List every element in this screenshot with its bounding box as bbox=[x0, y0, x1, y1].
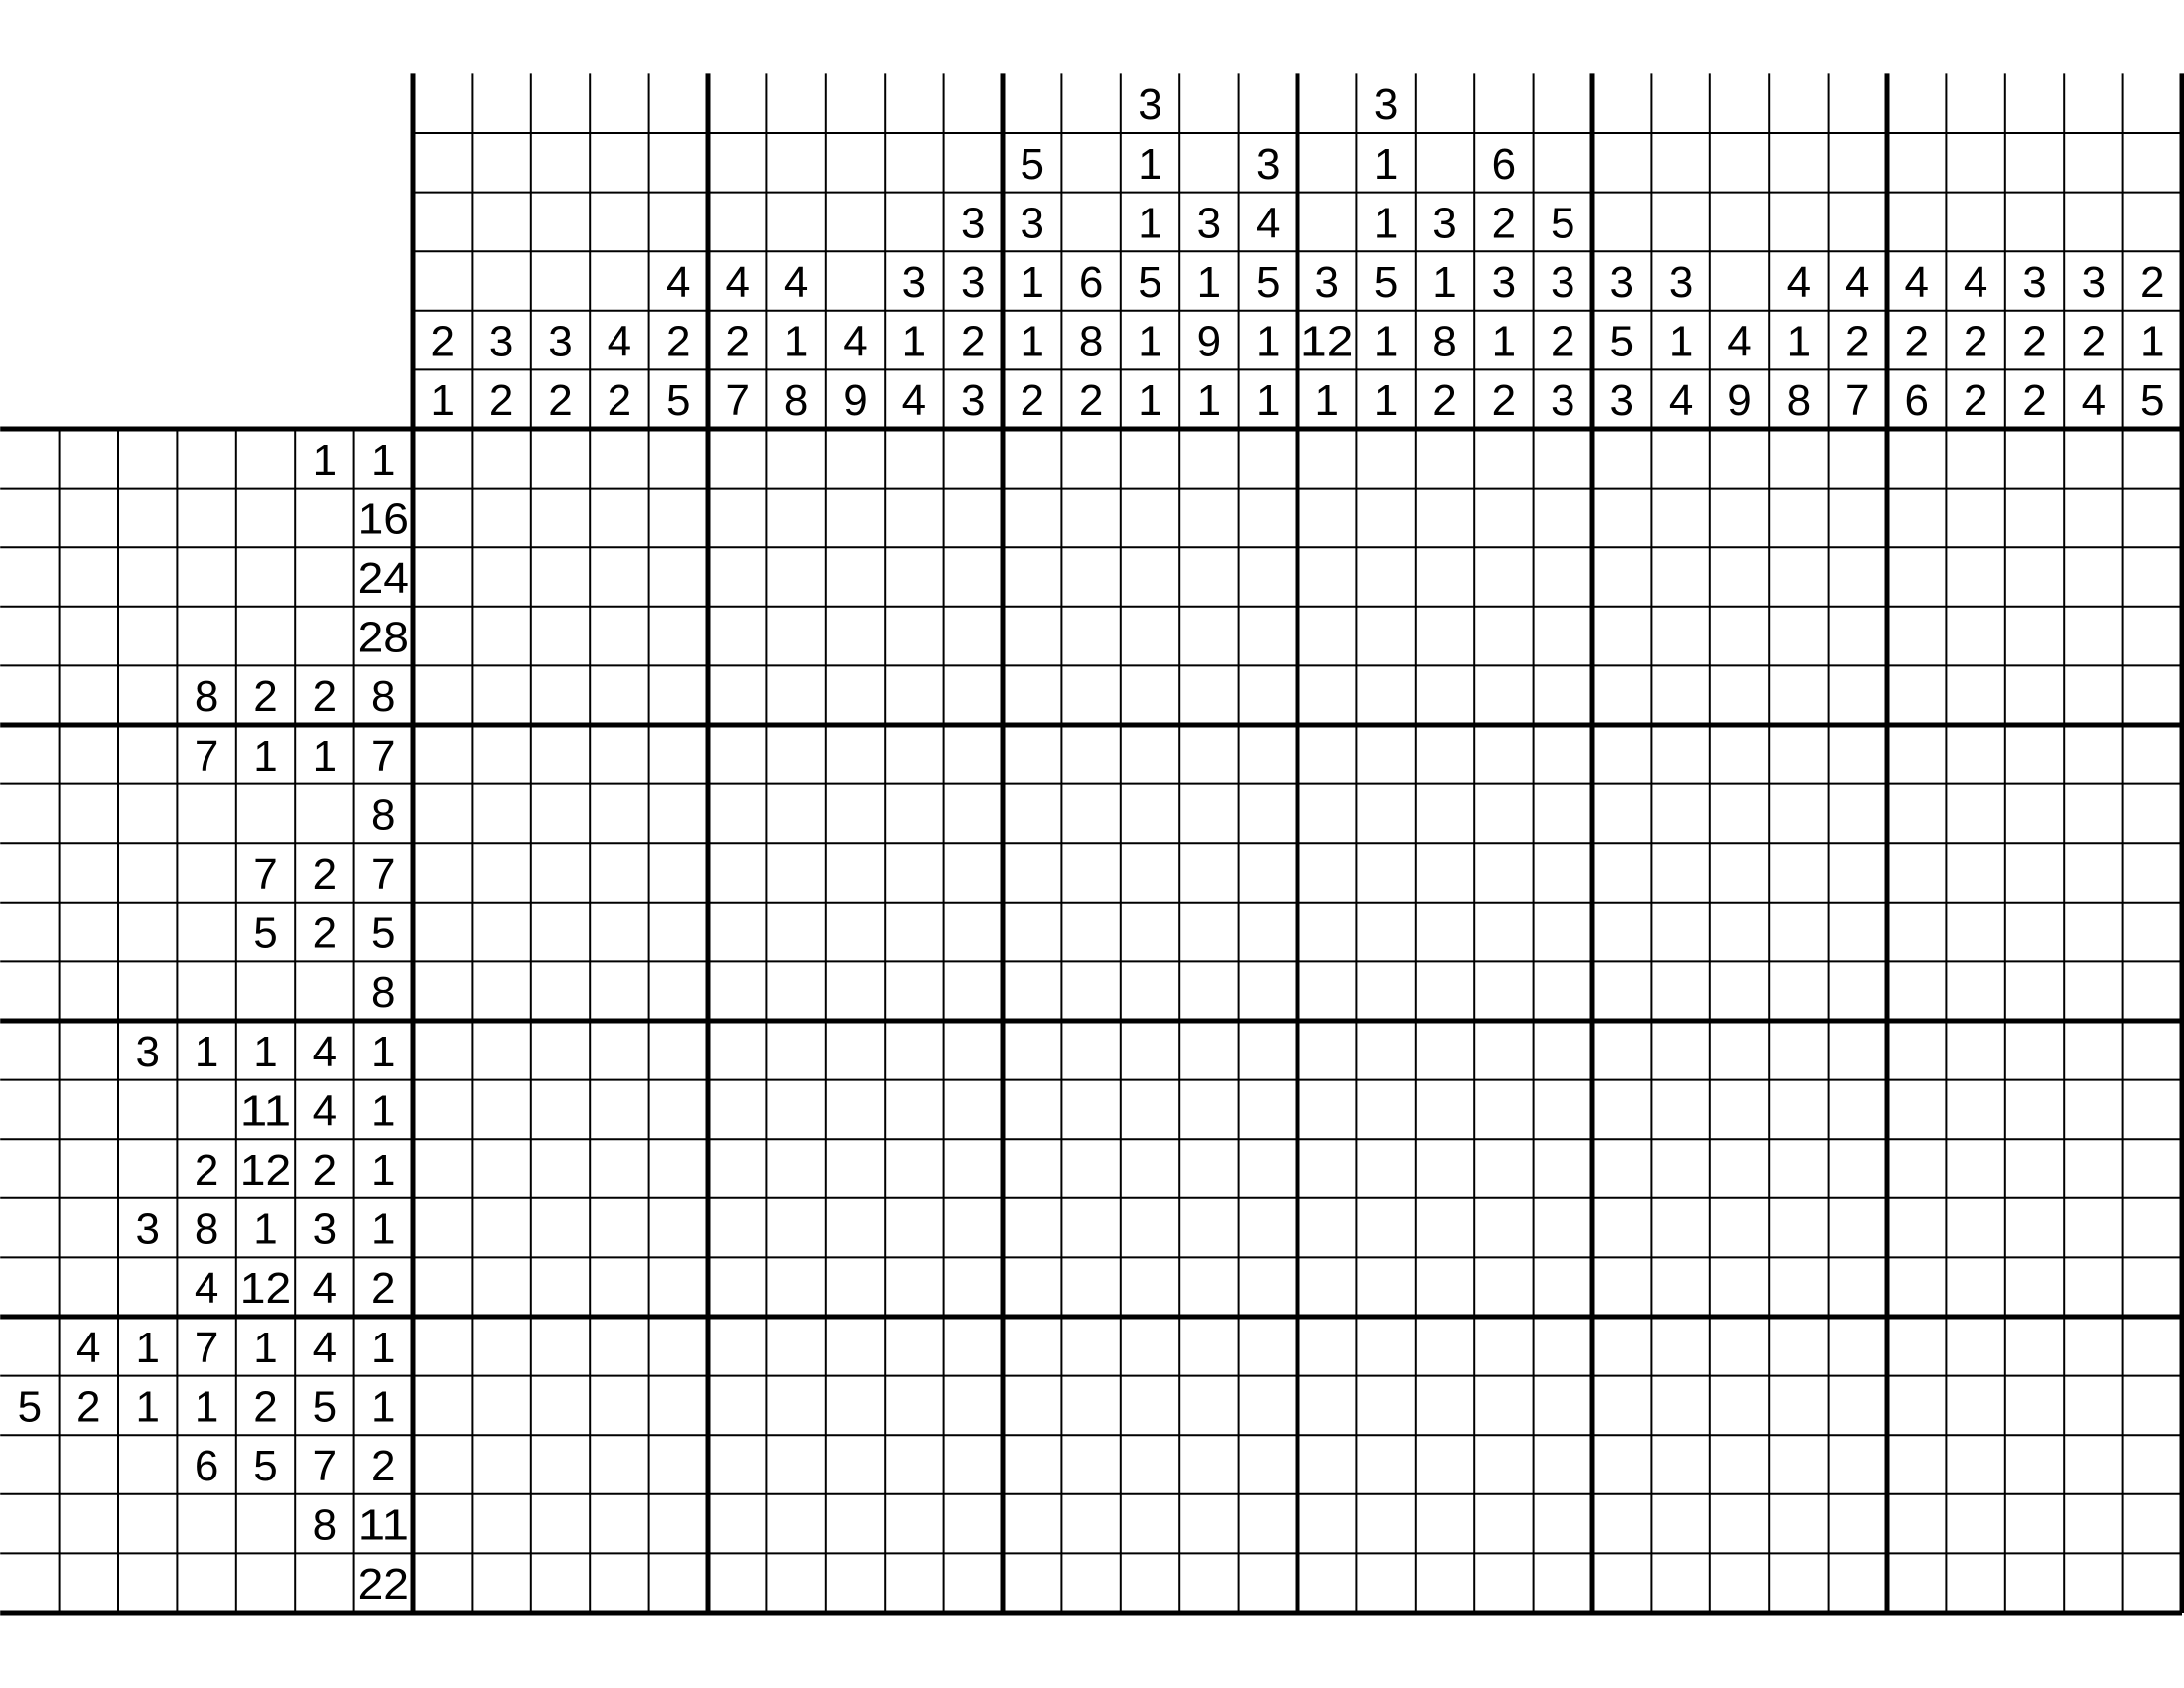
row-clue-number: 2 bbox=[194, 1146, 219, 1195]
row-clue-number: 11 bbox=[239, 1086, 292, 1136]
column-clue-number: 4 bbox=[843, 317, 868, 366]
column-clue-number: 8 bbox=[1078, 317, 1104, 366]
row-clue-number: 4 bbox=[312, 1264, 338, 1314]
column-clue-number: 2 bbox=[1020, 376, 1044, 426]
column-clue-number: 4 bbox=[1668, 376, 1694, 426]
column-clue-number: 9 bbox=[843, 376, 868, 426]
column-clue-number: 3 bbox=[1551, 376, 1575, 426]
row-clue-number: 2 bbox=[253, 1382, 278, 1432]
row-clue-number: 8 bbox=[371, 790, 396, 840]
column-clue-number: 5 bbox=[1020, 139, 1044, 189]
column-clue-number: 3 bbox=[1196, 199, 1222, 248]
row-clue-number: 1 bbox=[371, 1204, 396, 1254]
row-clue-number: 12 bbox=[239, 1146, 292, 1195]
row-clue-number: 1 bbox=[194, 1382, 219, 1432]
row-clue-number: 1 bbox=[371, 1086, 396, 1136]
column-clue-number: 5 bbox=[1256, 258, 1281, 307]
row-clue-number: 8 bbox=[371, 968, 396, 1018]
column-clue-number: 1 bbox=[1786, 317, 1812, 366]
row-clue-number: 3 bbox=[135, 1204, 160, 1254]
row-clue-number: 1 bbox=[135, 1382, 160, 1432]
column-clue-number: 3 bbox=[1491, 258, 1517, 307]
column-clue-number: 3 bbox=[961, 199, 986, 248]
column-clue-number: 3 bbox=[2081, 258, 2107, 307]
column-clue-number: 6 bbox=[1078, 258, 1104, 307]
row-clue-number: 11 bbox=[357, 1500, 409, 1550]
column-clue-number: 2 bbox=[1491, 199, 1517, 248]
column-clue-number: 1 bbox=[1138, 317, 1162, 366]
column-clue-number: 5 bbox=[1373, 258, 1399, 307]
row-clue-number: 4 bbox=[312, 1086, 338, 1136]
column-clue-number: 2 bbox=[1433, 376, 1457, 426]
column-clue-number: 6 bbox=[1904, 376, 1929, 426]
row-clue-number: 12 bbox=[239, 1264, 292, 1314]
row-clue-number: 1 bbox=[253, 1027, 278, 1076]
column-clue-number: 8 bbox=[1786, 376, 1812, 426]
row-clue-number: 1 bbox=[135, 1323, 160, 1372]
column-clue-number: 2 bbox=[2022, 376, 2047, 426]
column-clue-number: 1 bbox=[1196, 258, 1222, 307]
column-clue-number: 4 bbox=[1845, 258, 1870, 307]
row-clue-number: 1 bbox=[371, 1323, 396, 1372]
row-clue-number: 7 bbox=[371, 731, 396, 780]
row-clue-number: 4 bbox=[312, 1027, 338, 1076]
column-clue-number: 1 bbox=[1020, 258, 1044, 307]
column-clue-number: 3 bbox=[961, 258, 986, 307]
column-clue-number: 1 bbox=[1020, 317, 1044, 366]
column-clue-number: 1 bbox=[1373, 317, 1399, 366]
column-clue-number: 4 bbox=[901, 376, 927, 426]
row-clue-number: 6 bbox=[194, 1442, 219, 1490]
column-clue-number: 2 bbox=[2022, 317, 2047, 366]
column-clue-number: 4 bbox=[666, 258, 691, 307]
row-clue-number: 7 bbox=[194, 731, 219, 780]
column-clue-number: 3 bbox=[548, 317, 573, 366]
row-clue-number: 3 bbox=[135, 1027, 160, 1076]
row-clue-number: 1 bbox=[371, 1382, 396, 1432]
column-clue-number: 2 bbox=[1551, 317, 1575, 366]
column-clue-number: 2 bbox=[2081, 317, 2107, 366]
column-clue-number: 1 bbox=[1138, 139, 1162, 189]
row-clue-number: 4 bbox=[312, 1323, 338, 1372]
row-clue-number: 7 bbox=[194, 1323, 219, 1372]
column-clue-number: 5 bbox=[666, 376, 691, 426]
column-clue-number: 1 bbox=[1138, 376, 1162, 426]
column-clue-number: 7 bbox=[725, 376, 750, 426]
row-clue-number: 5 bbox=[371, 909, 396, 958]
column-clue-number: 3 bbox=[1020, 199, 1044, 248]
column-clue-number: 4 bbox=[783, 258, 809, 307]
column-clue-number: 5 bbox=[1609, 317, 1634, 366]
column-clue-number: 3 bbox=[1609, 258, 1634, 307]
row-clue-number: 2 bbox=[312, 909, 338, 958]
column-clue-number: 4 bbox=[2081, 376, 2107, 426]
column-clue-number: 4 bbox=[1727, 317, 1752, 366]
row-clue-number: 2 bbox=[312, 672, 338, 722]
column-clue-number: 2 bbox=[2140, 258, 2165, 307]
row-clue-number: 24 bbox=[357, 554, 409, 603]
column-clue-number: 3 bbox=[961, 376, 986, 426]
column-clue-number: 3 bbox=[1609, 376, 1634, 426]
row-clue-number: 7 bbox=[312, 1442, 338, 1490]
column-clue-number: 4 bbox=[725, 258, 750, 307]
column-clue-number: 2 bbox=[548, 376, 573, 426]
column-clue-number: 12 bbox=[1300, 317, 1354, 366]
column-clue-number: 3 bbox=[1138, 80, 1162, 130]
column-clue-number: 6 bbox=[1491, 139, 1517, 189]
column-clue-number: 1 bbox=[1373, 199, 1399, 248]
column-clue-number: 1 bbox=[2140, 317, 2165, 366]
column-clue-number: 2 bbox=[1904, 317, 1929, 366]
column-clue-number: 9 bbox=[1727, 376, 1752, 426]
column-clue-number: 2 bbox=[961, 317, 986, 366]
column-clue-number: 3 bbox=[1314, 258, 1339, 307]
column-clue-number: 3 bbox=[901, 258, 927, 307]
column-clue-number: 5 bbox=[1138, 258, 1162, 307]
column-clue-number: 3 bbox=[1433, 199, 1457, 248]
column-clue-number: 2 bbox=[1491, 376, 1517, 426]
row-clue-number: 1 bbox=[371, 1027, 396, 1076]
row-clue-number: 1 bbox=[253, 1323, 278, 1372]
column-clue-number: 2 bbox=[430, 317, 455, 366]
column-clue-number: 1 bbox=[1433, 258, 1457, 307]
column-clue-number: 4 bbox=[1786, 258, 1812, 307]
row-clue-number: 8 bbox=[194, 1204, 219, 1254]
column-clue-number: 3 bbox=[1668, 258, 1694, 307]
column-clue-number: 5 bbox=[2140, 376, 2165, 426]
row-clue-number: 5 bbox=[253, 1442, 278, 1490]
row-clue-number: 2 bbox=[312, 1146, 338, 1195]
row-clue-number: 4 bbox=[76, 1323, 101, 1372]
column-clue-number: 1 bbox=[1373, 139, 1399, 189]
column-clue-number: 2 bbox=[1078, 376, 1104, 426]
row-clue-number: 1 bbox=[312, 435, 338, 485]
column-clue-number: 4 bbox=[1963, 258, 1988, 307]
row-clue-number: 1 bbox=[371, 435, 396, 485]
row-clue-number: 5 bbox=[312, 1382, 338, 1432]
column-clue-number: 4 bbox=[1256, 199, 1281, 248]
column-clue-number: 3 bbox=[488, 317, 514, 366]
column-clue-number: 1 bbox=[1256, 317, 1281, 366]
row-clue-number: 22 bbox=[357, 1560, 409, 1610]
row-clue-number: 1 bbox=[312, 731, 338, 780]
column-clue-number: 3 bbox=[1373, 80, 1399, 130]
column-clue-number: 9 bbox=[1196, 317, 1222, 366]
column-clue-number: 3 bbox=[2022, 258, 2047, 307]
row-clue-number: 7 bbox=[371, 850, 396, 899]
column-clue-number: 1 bbox=[1373, 376, 1399, 426]
row-clue-number: 1 bbox=[253, 731, 278, 780]
row-clue-number: 28 bbox=[357, 613, 409, 662]
column-clue-number: 2 bbox=[1963, 317, 1988, 366]
row-clue-number: 2 bbox=[312, 850, 338, 899]
column-clue-number: 8 bbox=[783, 376, 809, 426]
column-clue-number: 1 bbox=[901, 317, 927, 366]
column-clue-number: 1 bbox=[1256, 376, 1281, 426]
row-clue-number: 5 bbox=[253, 909, 278, 958]
column-clue-number: 4 bbox=[607, 317, 632, 366]
column-clue-number: 8 bbox=[1433, 317, 1457, 366]
row-clue-number: 2 bbox=[76, 1382, 101, 1432]
row-clue-number: 8 bbox=[371, 672, 396, 722]
column-clue-number: 1 bbox=[1668, 317, 1694, 366]
row-clue-number: 1 bbox=[371, 1146, 396, 1195]
row-clue-number: 8 bbox=[312, 1500, 338, 1550]
row-clue-number: 4 bbox=[194, 1264, 219, 1314]
column-clue-number: 3 bbox=[1256, 139, 1281, 189]
column-clue-number: 2 bbox=[1963, 376, 1988, 426]
row-clue-number: 2 bbox=[371, 1442, 396, 1490]
column-clue-number: 2 bbox=[666, 317, 691, 366]
row-clue-number: 5 bbox=[17, 1382, 43, 1432]
column-clue-number: 2 bbox=[1845, 317, 1870, 366]
column-clue-number: 2 bbox=[607, 376, 632, 426]
row-clue-number: 8 bbox=[194, 672, 219, 722]
column-clue-number: 1 bbox=[783, 317, 809, 366]
column-clue-number: 3 bbox=[1551, 258, 1575, 307]
row-clue-number: 1 bbox=[253, 1204, 278, 1254]
row-clue-number: 2 bbox=[253, 672, 278, 722]
column-clue-number: 1 bbox=[1314, 376, 1339, 426]
row-clue-number: 3 bbox=[312, 1204, 338, 1254]
column-clue-number: 5 bbox=[1551, 199, 1575, 248]
column-clue-number: 1 bbox=[1196, 376, 1222, 426]
row-clue-number: 16 bbox=[357, 494, 409, 544]
column-clue-number: 4 bbox=[1904, 258, 1929, 307]
row-clue-number: 1 bbox=[194, 1027, 219, 1076]
column-clue-number: 1 bbox=[1138, 199, 1162, 248]
column-clue-number: 2 bbox=[488, 376, 514, 426]
column-clue-number: 2 bbox=[725, 317, 750, 366]
column-clue-number: 1 bbox=[430, 376, 455, 426]
column-clue-number: 7 bbox=[1845, 376, 1870, 426]
row-clue-number: 7 bbox=[253, 850, 278, 899]
column-clue-number: 1 bbox=[1491, 317, 1517, 366]
row-clue-number: 2 bbox=[371, 1264, 396, 1314]
